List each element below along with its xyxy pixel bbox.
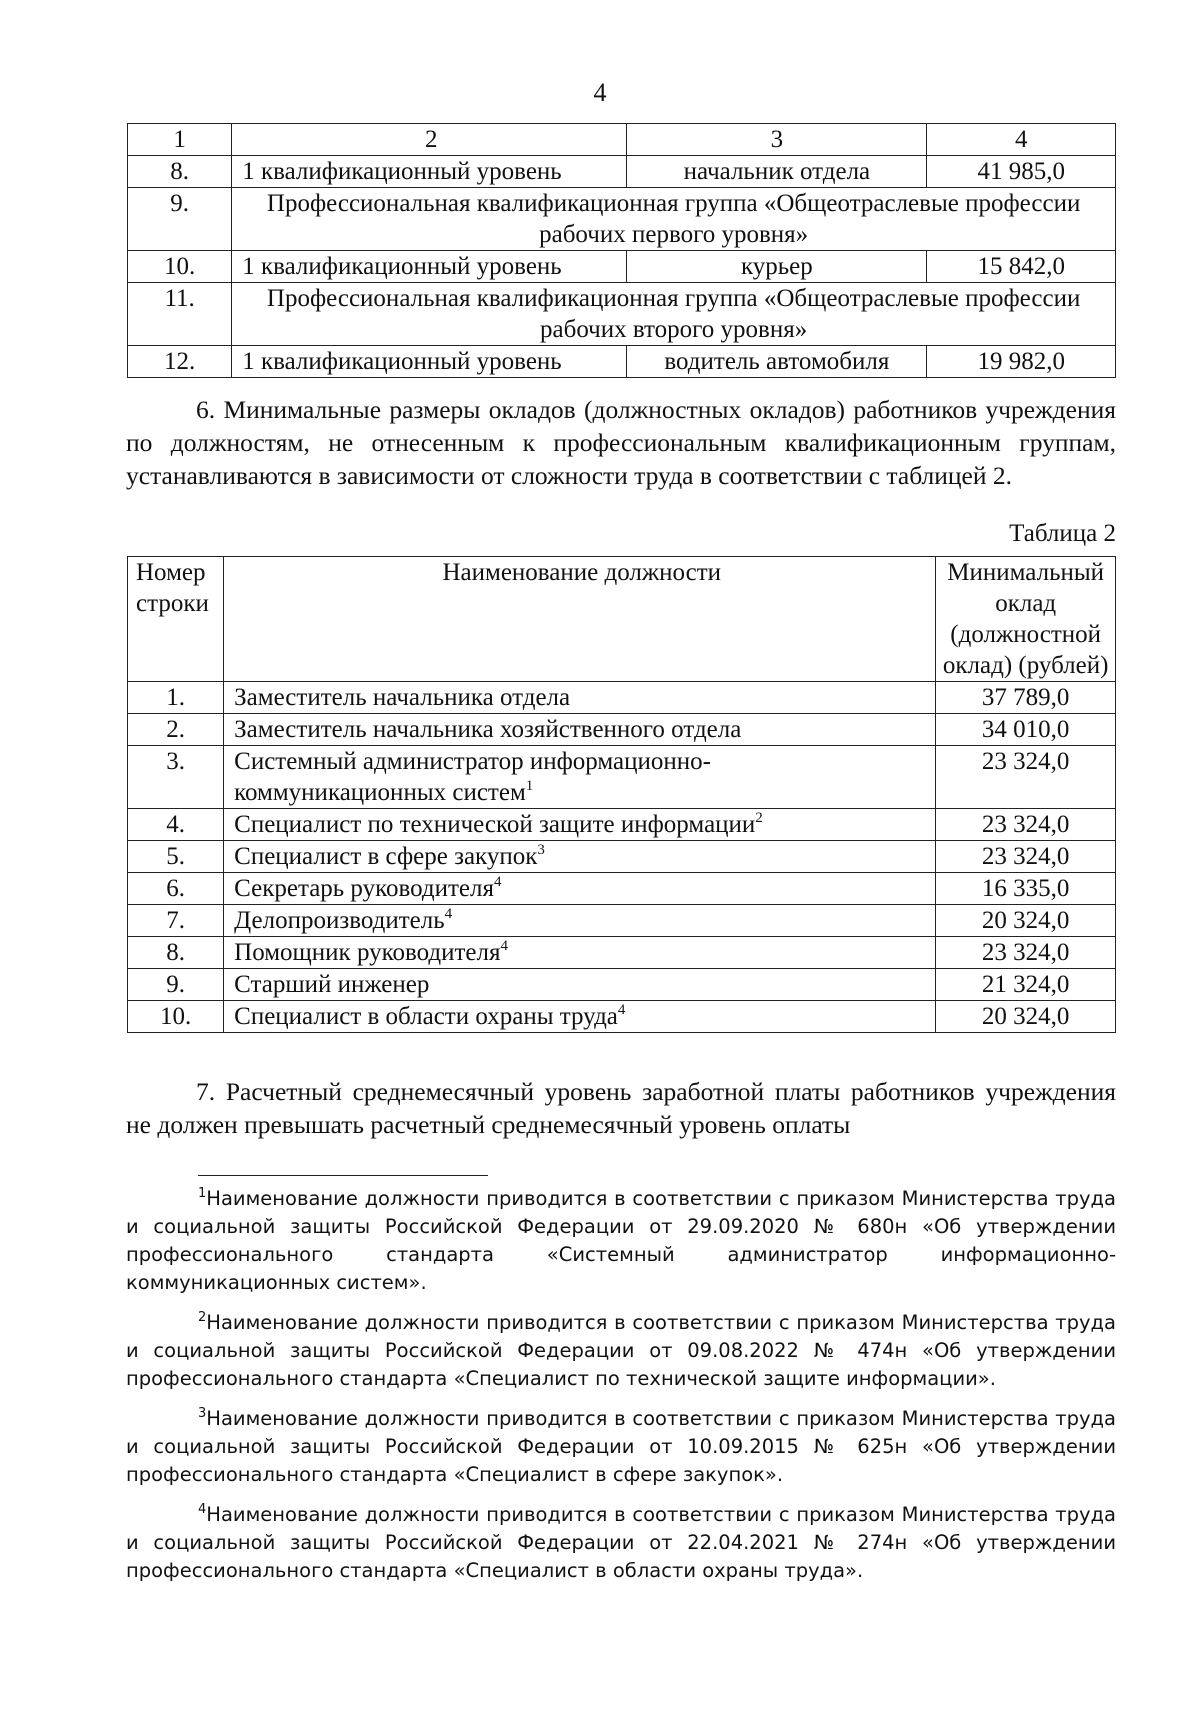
footnote-text: Наименование должности приводится в соответствии с приказом Министерства труда и социальной защиты Российской Федерации от 09.08.2022 № 474н «Об утверждении профессионального стандарта «Специалист по технической защите информации». bbox=[126, 1311, 1116, 1390]
position-name bbox=[224, 714, 936, 746]
salary-value: 20 324,0 bbox=[936, 905, 1116, 937]
position-name bbox=[224, 905, 936, 937]
table-row bbox=[128, 809, 1116, 841]
row-number: 12. bbox=[128, 346, 232, 378]
footnote-number: 3 bbox=[198, 1406, 207, 1421]
footnote-text: Наименование должности приводится в соответствии с приказом Министерства труда и социальной защиты Российской Федерации от 10.09.2015 № 625н «Об утверждении профессионального стандарта «Специалист в сфере закупок». bbox=[126, 1407, 1116, 1486]
table-header-row bbox=[128, 557, 1116, 682]
table-row bbox=[128, 251, 1116, 283]
salary-value: 23 324,0 bbox=[936, 809, 1116, 841]
table-row bbox=[128, 873, 1116, 905]
qualification-level: 1 квалификационный уровень bbox=[232, 346, 627, 378]
table-row bbox=[128, 188, 1116, 251]
salary-table-continued bbox=[127, 123, 1116, 378]
header-row-number: Номер строки bbox=[128, 557, 224, 682]
salary-value: 19 982,0 bbox=[927, 346, 1116, 378]
position-name-text: Специалист в сфере закупок bbox=[234, 843, 538, 870]
column-number-header: 4 bbox=[927, 124, 1116, 156]
footnote-3 bbox=[126, 1405, 1116, 1489]
qualification-group: Профессиональная квалификационная группа «Общеотраслевые профессии рабочих первого уровня» bbox=[232, 188, 1116, 251]
paragraph-7 bbox=[126, 1075, 1116, 1141]
table-2-caption: Таблица 2 bbox=[1009, 520, 1116, 547]
position-name bbox=[224, 937, 936, 969]
position-name bbox=[224, 1001, 936, 1033]
table-row bbox=[128, 905, 1116, 937]
position-name-text: Системный администратор информационно-коммуникационных систем bbox=[234, 748, 711, 806]
paragraph-7-text: 7. Расчетный среднемесячный уровень заработной платы работников учреждения не должен превышать расчетный среднемесячный уровень оплаты bbox=[126, 1077, 1116, 1139]
table-row bbox=[128, 841, 1116, 873]
row-number: 1. bbox=[128, 682, 224, 714]
table-header-row bbox=[128, 124, 1116, 156]
footnote-text: Наименование должности приводится в соответствии с приказом Министерства труда и социальной защиты Российской Федерации от 22.04.2021 № 274н «Об утверждении профессионального стандарта «Специалист в области охраны труда». bbox=[126, 1503, 1116, 1582]
position-name bbox=[224, 809, 936, 841]
table-row bbox=[128, 937, 1116, 969]
footnote-1 bbox=[126, 1185, 1116, 1297]
table-row bbox=[128, 346, 1116, 378]
row-number: 8. bbox=[128, 937, 224, 969]
position-name: курьер bbox=[627, 251, 927, 283]
row-number: 6. bbox=[128, 873, 224, 905]
position-name bbox=[224, 682, 936, 714]
footnote-number: 4 bbox=[198, 1502, 207, 1517]
footnote-mark: 4 bbox=[617, 1002, 626, 1018]
position-name-text: Помощник руководителя bbox=[234, 939, 501, 966]
position-name: водитель автомобиля bbox=[627, 346, 927, 378]
footnote-mark: 2 bbox=[755, 810, 763, 826]
table-row bbox=[128, 283, 1116, 346]
footnotes bbox=[126, 1185, 1116, 1597]
position-name-text: Заместитель начальника отдела bbox=[234, 684, 571, 711]
footnote-4 bbox=[126, 1501, 1116, 1585]
row-number: 9. bbox=[128, 188, 232, 251]
table-row bbox=[128, 714, 1116, 746]
position-name-text: Специалист по технической защите информации bbox=[234, 811, 756, 838]
footnote-mark: 4 bbox=[500, 938, 508, 954]
paragraph-6 bbox=[126, 393, 1116, 492]
paragraph-6-text: 6. Минимальные размеры окладов (должностных окладов) работников учреждения по должностям, не отнесенным к профессиональным квалификационным группам, устанавливаются в зависимости от сложности труда в соответствии с таблицей 2. bbox=[126, 395, 1116, 490]
qualification-level: 1 квалификационный уровень bbox=[232, 156, 627, 188]
footnote-number: 2 bbox=[198, 1310, 207, 1325]
row-number: 2. bbox=[128, 714, 224, 746]
salary-value: 15 842,0 bbox=[927, 251, 1116, 283]
row-number: 11. bbox=[128, 283, 232, 346]
table-row bbox=[128, 969, 1116, 1001]
footnote-2 bbox=[126, 1309, 1116, 1393]
qualification-group: Профессиональная квалификационная группа «Общеотраслевые профессии рабочих второго уровня» bbox=[232, 283, 1116, 346]
column-number-header: 1 bbox=[128, 124, 232, 156]
footnote-mark: 1 bbox=[525, 778, 534, 794]
salary-value: 21 324,0 bbox=[936, 969, 1116, 1001]
salary-value: 23 324,0 bbox=[936, 746, 1116, 809]
salary-value: 23 324,0 bbox=[936, 937, 1116, 969]
position-name bbox=[224, 841, 936, 873]
row-number: 8. bbox=[128, 156, 232, 188]
position-name-text: Специалист в области охраны труда bbox=[234, 1003, 618, 1030]
row-number: 10. bbox=[128, 1001, 224, 1033]
page-number: 4 bbox=[593, 78, 607, 107]
footnote-text: Наименование должности приводится в соответствии с приказом Министерства труда и социальной защиты Российской Федерации от 29.09.2020 № 680н «Об утверждении профессионального стандарта «Системный администратор информационно-коммуникационных систем». bbox=[126, 1187, 1116, 1294]
column-number-header: 3 bbox=[627, 124, 927, 156]
position-name-text: Заместитель начальника хозяйственного отдела bbox=[234, 716, 742, 743]
salary-table-2 bbox=[127, 556, 1116, 1033]
footnote-mark: 4 bbox=[494, 874, 502, 890]
header-position-name: Наименование должности bbox=[224, 557, 936, 682]
table-row bbox=[128, 746, 1116, 809]
row-number: 4. bbox=[128, 809, 224, 841]
footnote-mark: 3 bbox=[537, 842, 545, 858]
row-number: 5. bbox=[128, 841, 224, 873]
position-name bbox=[224, 746, 936, 809]
row-number: 3. bbox=[128, 746, 224, 809]
table-row bbox=[128, 682, 1116, 714]
qualification-level: 1 квалификационный уровень bbox=[232, 251, 627, 283]
salary-value: 23 324,0 bbox=[936, 841, 1116, 873]
position-name bbox=[224, 969, 936, 1001]
salary-value: 34 010,0 bbox=[936, 714, 1116, 746]
position-name: начальник отдела bbox=[627, 156, 927, 188]
salary-value: 37 789,0 bbox=[936, 682, 1116, 714]
footnote-separator bbox=[198, 1175, 488, 1176]
footnote-number: 1 bbox=[198, 1186, 207, 1201]
salary-value: 16 335,0 bbox=[936, 873, 1116, 905]
row-number: 9. bbox=[128, 969, 224, 1001]
table-row bbox=[128, 1001, 1116, 1033]
salary-value: 20 324,0 bbox=[936, 1001, 1116, 1033]
row-number: 7. bbox=[128, 905, 224, 937]
salary-value: 41 985,0 bbox=[927, 156, 1116, 188]
position-name-text: Секретарь руководителя bbox=[234, 875, 494, 902]
footnote-mark: 4 bbox=[444, 906, 453, 922]
header-minimum-salary: Минимальный оклад (должностной оклад) (рублей) bbox=[936, 557, 1116, 682]
position-name-text: Старший инженер bbox=[234, 971, 430, 998]
position-name-text: Делопроизводитель bbox=[234, 907, 445, 934]
column-number-header: 2 bbox=[232, 124, 627, 156]
position-name bbox=[224, 873, 936, 905]
table-row bbox=[128, 156, 1116, 188]
row-number: 10. bbox=[128, 251, 232, 283]
